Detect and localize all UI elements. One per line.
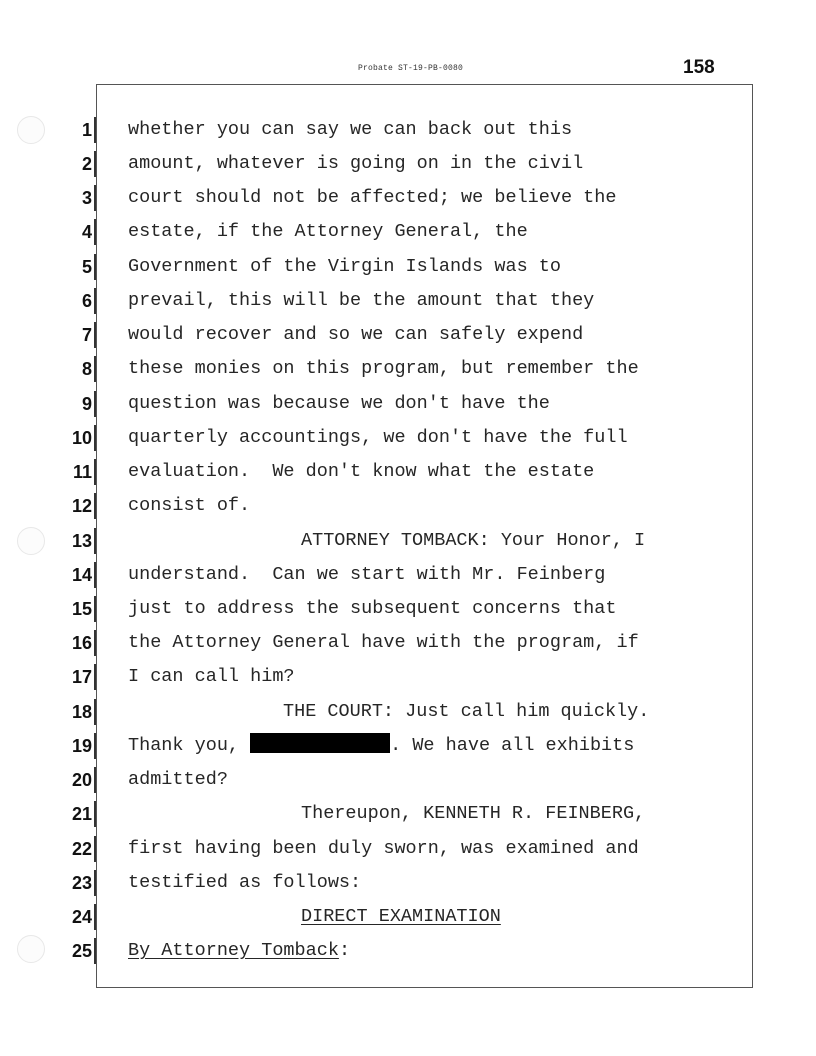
line-number: 24 <box>71 907 92 927</box>
line-number-divider <box>94 425 96 451</box>
line-number-divider <box>94 528 96 554</box>
line-number: 16 <box>71 633 92 653</box>
line-text: Government of the Virgin Islands was to <box>128 256 561 277</box>
line-text: prevail, this will be the amount that they <box>128 290 595 311</box>
line-text: quarterly accountings, we don't have the full <box>128 427 628 448</box>
transcript-line <box>0 387 816 421</box>
line-number-divider <box>94 219 96 245</box>
line-text: testified as follows: <box>128 872 362 893</box>
line-text: first having been duly sworn, was examined and <box>128 838 639 859</box>
line-text-before-redaction: Thank you, <box>128 735 251 756</box>
transcript-line <box>0 455 816 489</box>
line-number-divider <box>94 288 96 314</box>
line-text: understand. Can we start with Mr. Feinberg <box>128 564 606 585</box>
transcript-line <box>0 695 816 729</box>
line-text: Thereupon, KENNETH R. FEINBERG, <box>301 803 646 824</box>
line-number-divider <box>94 870 96 896</box>
line-text-after-redaction: . We have all exhibits <box>390 735 635 756</box>
line-number: 19 <box>71 736 92 756</box>
section-heading: DIRECT EXAMINATION <box>301 906 501 927</box>
case-number: Probate ST-19-PB-0080 <box>358 64 464 73</box>
line-text: just to address the subsequent concerns that <box>128 598 617 619</box>
line-text: I can call him? <box>128 666 295 687</box>
examiner-label: By Attorney Tomback <box>128 940 339 961</box>
line-text: admitted? <box>128 769 228 790</box>
line-number-divider <box>94 322 96 348</box>
line-number: 3 <box>81 188 92 208</box>
line-number-divider <box>94 801 96 827</box>
line-number: 4 <box>81 222 92 242</box>
line-text <box>128 729 634 763</box>
line-text: ATTORNEY TOMBACK: Your Honor, I <box>301 530 646 551</box>
line-text: amount, whatever is going on in the civil <box>128 153 584 174</box>
line-number: 13 <box>71 531 92 551</box>
line-number: 14 <box>71 565 92 585</box>
transcript-line <box>0 832 816 866</box>
transcript-line <box>0 934 816 968</box>
page-number: 158 <box>683 57 715 78</box>
line-number: 9 <box>81 394 92 414</box>
line-text: evaluation. We don't know what the estate <box>128 461 595 482</box>
transcript-line <box>0 318 816 352</box>
transcript-line <box>0 215 816 249</box>
transcript-line <box>0 524 816 558</box>
transcript-line <box>0 797 816 831</box>
line-number-divider <box>94 185 96 211</box>
line-text: question was because we don't have the <box>128 393 550 414</box>
transcript-line <box>0 592 816 626</box>
line-text <box>128 934 350 968</box>
transcript-line <box>0 421 816 455</box>
transcript-line <box>0 352 816 386</box>
transcript-line <box>0 147 816 181</box>
line-number-divider <box>94 459 96 485</box>
line-number-divider <box>94 699 96 725</box>
line-number-divider <box>94 562 96 588</box>
line-number-divider <box>94 836 96 862</box>
line-number: 5 <box>81 257 92 277</box>
examiner-colon: : <box>338 940 351 961</box>
transcript-line <box>0 900 816 934</box>
line-number: 8 <box>81 359 92 379</box>
line-number-divider <box>94 254 96 280</box>
transcript-line <box>0 763 816 797</box>
line-number: 17 <box>71 667 92 687</box>
line-number-divider <box>94 117 96 143</box>
line-number-divider <box>94 938 96 964</box>
line-number: 10 <box>71 428 92 448</box>
line-number: 15 <box>71 599 92 619</box>
line-text: THE COURT: Just call him quickly. <box>283 701 650 722</box>
transcript-line <box>0 558 816 592</box>
line-number: 23 <box>71 873 92 893</box>
line-number: 7 <box>81 325 92 345</box>
transcript-line <box>0 866 816 900</box>
line-number-divider <box>94 664 96 690</box>
transcript-line <box>0 489 816 523</box>
line-text: whether you can say we can back out this <box>128 119 573 140</box>
line-number-divider <box>94 767 96 793</box>
transcript-line <box>0 181 816 215</box>
transcript-line <box>0 660 816 694</box>
line-number-divider <box>94 733 96 759</box>
line-text: these monies on this program, but remember the <box>128 358 639 379</box>
line-number-divider <box>94 493 96 519</box>
line-number: 6 <box>81 291 92 311</box>
line-number-divider <box>94 151 96 177</box>
line-number: 22 <box>71 839 92 859</box>
line-number: 12 <box>71 496 92 516</box>
line-number: 2 <box>81 154 92 174</box>
transcript-line <box>0 113 816 147</box>
line-number: 21 <box>71 804 92 824</box>
line-number: 18 <box>71 702 92 722</box>
line-text: the Attorney General have with the program, if <box>128 632 639 653</box>
line-text: court should not be affected; we believe the <box>128 187 617 208</box>
line-number-divider <box>94 630 96 656</box>
line-number-divider <box>94 391 96 417</box>
line-number-divider <box>94 904 96 930</box>
line-number: 20 <box>71 770 92 790</box>
line-number-divider <box>94 596 96 622</box>
transcript-line <box>0 626 816 660</box>
line-number: 1 <box>81 120 92 140</box>
line-number-divider <box>94 356 96 382</box>
transcript-line <box>0 250 816 284</box>
line-number: 11 <box>72 462 92 482</box>
line-text: would recover and so we can safely expend <box>128 324 584 345</box>
line-text: consist of. <box>128 495 251 516</box>
redaction-block <box>250 733 390 753</box>
transcript-line <box>0 284 816 318</box>
transcript-line <box>0 729 816 763</box>
line-text: estate, if the Attorney General, the <box>128 221 528 242</box>
line-number: 25 <box>71 941 92 961</box>
